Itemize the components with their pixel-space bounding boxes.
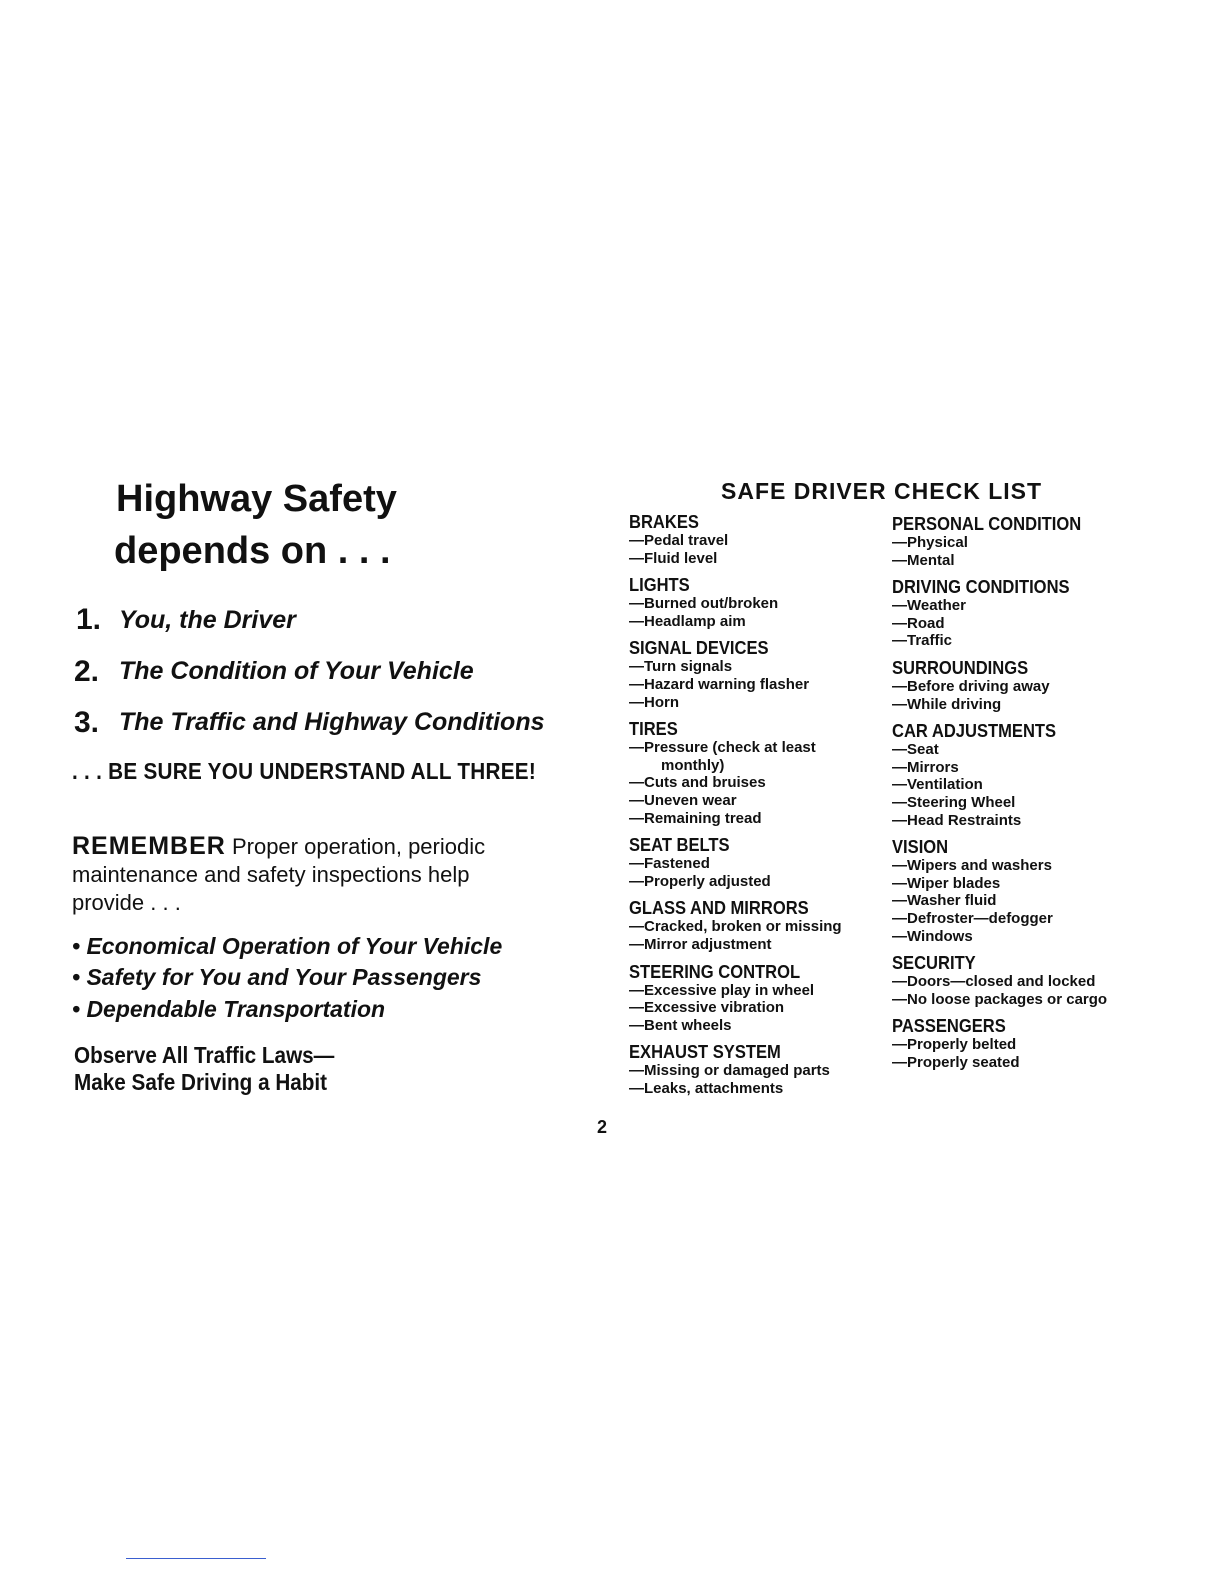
numbered-item-1-text: You, the Driver bbox=[119, 606, 296, 634]
checklist-item: —Cracked, broken or missing bbox=[629, 918, 842, 936]
checklist-item: —Ventilation bbox=[892, 776, 983, 794]
checklist-section-heading: SURROUNDINGS bbox=[892, 657, 1029, 678]
checklist-item: —Doors—closed and locked bbox=[892, 973, 1096, 991]
checklist-item: —Burned out/broken bbox=[629, 595, 779, 613]
checklist-section-heading: DRIVING CONDITIONS bbox=[892, 577, 1070, 598]
checklist-item: —Head Restraints bbox=[892, 811, 1022, 829]
checklist-item: —Turn signals bbox=[629, 658, 733, 676]
checklist-section-heading: PERSONAL CONDITION bbox=[892, 514, 1082, 534]
checklist-item: —Headlamp aim bbox=[629, 612, 746, 630]
observe-laws-line: Observe All Traffic Laws— bbox=[74, 1042, 335, 1068]
checklist-item: —Steering Wheel bbox=[892, 793, 1016, 811]
checklist-item: —Excessive play in wheel bbox=[629, 981, 815, 999]
numbered-item-2-number: 2. bbox=[74, 655, 100, 688]
numbered-item-3-number: 3. bbox=[74, 706, 100, 739]
checklist-item: —Cuts and bruises bbox=[629, 774, 766, 792]
checklist-item: —Properly belted bbox=[892, 1036, 1017, 1054]
be-sure-statement: . . . BE SURE YOU UNDERSTAND ALL THREE! bbox=[72, 758, 537, 784]
checklist-item: —Windows bbox=[892, 927, 973, 945]
remember-text: Proper operation, periodic maintenance and safety inspections help provide . . . bbox=[72, 834, 486, 915]
page-title: Highway Safety bbox=[116, 478, 397, 520]
checklist-section-heading: SIGNAL DEVICES bbox=[629, 638, 769, 659]
checklist-item: —Horn bbox=[629, 693, 679, 711]
checklist-item: —Defroster—defogger bbox=[892, 909, 1053, 927]
checklist-section-heading: SEAT BELTS bbox=[629, 835, 730, 856]
checklist-item: —Washer fluid bbox=[892, 892, 997, 910]
remember-keyword: REMEMBER bbox=[72, 832, 226, 860]
checklist-item: —Fluid level bbox=[629, 549, 718, 567]
numbered-item-1-number: 1. bbox=[76, 603, 102, 636]
checklist-item: monthly) bbox=[661, 756, 725, 774]
checklist-section-heading: TIRES bbox=[629, 719, 678, 740]
checklist-section-heading: CAR ADJUSTMENTS bbox=[892, 721, 1057, 742]
checklist-section-heading: EXHAUST SYSTEM bbox=[629, 1042, 781, 1063]
checklist-section-heading: BRAKES bbox=[629, 512, 699, 532]
checklist-item: —Excessive vibration bbox=[629, 999, 785, 1017]
checklist-item: —Weather bbox=[892, 597, 966, 615]
checklist-item: —Mental bbox=[892, 551, 955, 569]
checklist-item: —Physical bbox=[892, 534, 968, 551]
checklist-section-heading: STEERING CONTROL bbox=[629, 961, 801, 982]
checklist-section-heading: SECURITY bbox=[892, 953, 976, 974]
checklist-item: —Leaks, attachments bbox=[629, 1079, 784, 1097]
checklist-item: —Seat bbox=[892, 741, 939, 759]
page-number: 2 bbox=[597, 1117, 608, 1137]
checklist-section-heading: LIGHTS bbox=[629, 575, 690, 596]
checklist-right-column bbox=[892, 514, 1172, 1071]
checklist-item: —Before driving away bbox=[892, 677, 1050, 695]
checklist-item: —Traffic bbox=[892, 632, 953, 650]
remember-paragraph bbox=[72, 832, 512, 917]
checklist-item: —Fastened bbox=[629, 855, 710, 873]
checklist-item: —No loose packages or cargo bbox=[892, 990, 1108, 1008]
safe-driving-habit-line: Make Safe Driving a Habit bbox=[74, 1069, 328, 1095]
checklist-section-heading: VISION bbox=[892, 837, 949, 858]
checklist-item: —While driving bbox=[892, 695, 1002, 713]
checklist-item: —Remaining tread bbox=[629, 809, 762, 827]
checklist-item: —Properly seated bbox=[892, 1053, 1020, 1071]
benefit-bullet: • Economical Operation of Your Vehicle bbox=[72, 933, 503, 959]
checklist-item: —Missing or damaged parts bbox=[629, 1062, 830, 1080]
checklist-section-heading: GLASS AND MIRRORS bbox=[629, 898, 809, 919]
checklist-item: —Mirror adjustment bbox=[629, 935, 772, 953]
checklist-item: —Properly adjusted bbox=[629, 872, 771, 890]
checklist-item: —Wipers and washers bbox=[892, 857, 1052, 875]
checklist-item: —Wiper blades bbox=[892, 874, 1001, 892]
benefit-bullet: • Dependable Transportation bbox=[72, 996, 386, 1022]
numbered-item-2-text: The Condition of Your Vehicle bbox=[119, 657, 474, 685]
checklist-item: —Hazard warning flasher bbox=[629, 675, 810, 693]
footer-divider bbox=[126, 1558, 266, 1559]
checklist-item: —Bent wheels bbox=[629, 1016, 732, 1034]
checklist-section-heading: PASSENGERS bbox=[892, 1016, 1006, 1037]
numbered-item-3-text: The Traffic and Highway Conditions bbox=[119, 708, 545, 736]
checklist-left-column bbox=[629, 512, 909, 1097]
page-subtitle: depends on . . . bbox=[114, 530, 391, 572]
checklist-item: —Uneven wear bbox=[629, 791, 737, 809]
checklist-item: —Mirrors bbox=[892, 758, 959, 776]
checklist-item: —Road bbox=[892, 614, 945, 632]
benefit-bullet: • Safety for You and Your Passengers bbox=[72, 964, 482, 990]
checklist-title: SAFE DRIVER CHECK LIST bbox=[721, 478, 1043, 504]
checklist-item: —Pedal travel bbox=[629, 532, 729, 549]
checklist-item: —Pressure (check at least bbox=[629, 739, 816, 757]
